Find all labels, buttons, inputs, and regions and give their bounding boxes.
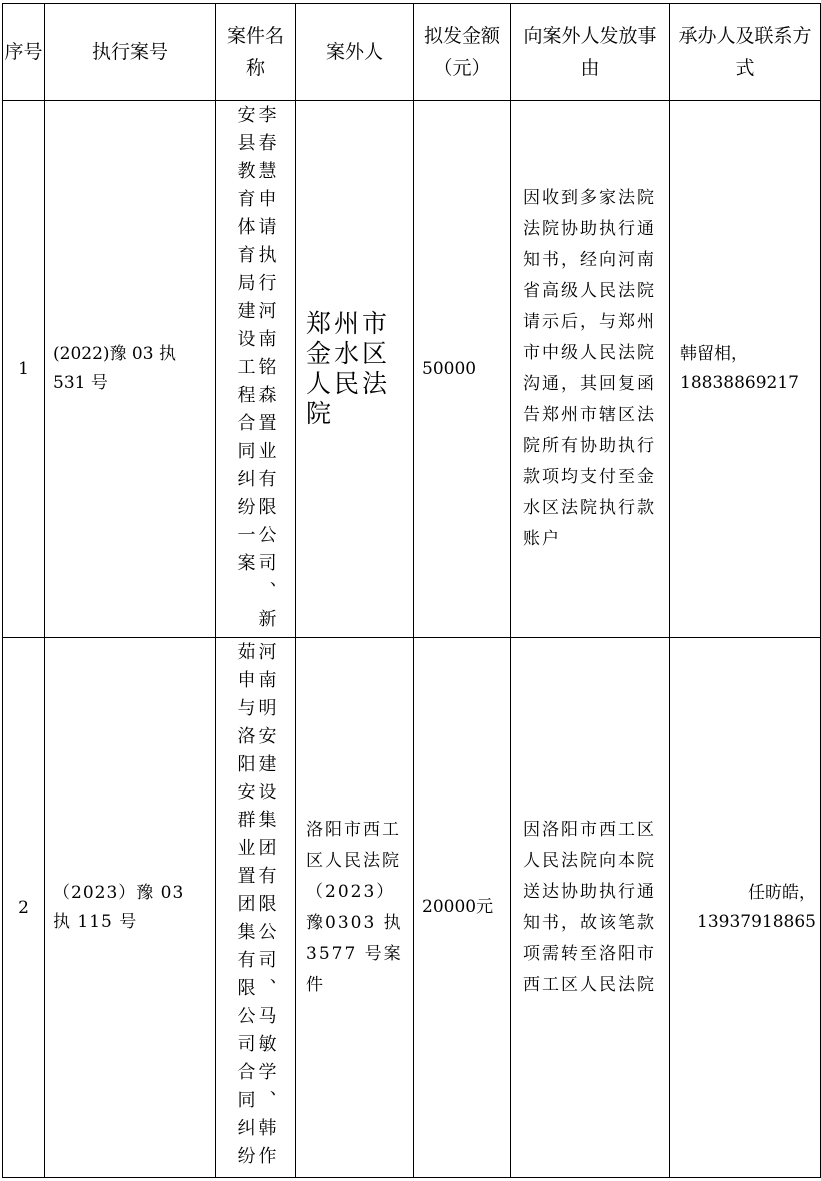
row-outsider: 郑州市金水区人民法院	[296, 101, 414, 638]
row-reason: 因洛阳市西工区人民法院向本院送达协助执行通知书，故该笔款项需转至洛阳市西工区人民法院	[511, 638, 670, 1178]
header-amount: 拟发金额（元）	[414, 4, 511, 101]
header-seq: 序号	[3, 4, 45, 101]
header-case-name: 案件名称	[216, 4, 296, 101]
row-case-name: 河南明安建设集团有限公司、马敏学、韩作茹申与洛阳安群业置团集有限公司合同纠纷	[234, 642, 277, 1174]
row-seq: 2	[3, 638, 45, 1178]
row-reason: 因收到多家法院法院协助执行通知书，经向河南省高级人民法院请示后，与郑州市中级人民法院沟通，其回复函告郑州市辖区法院所有协助执行款项均支付至金水区法院执行款账户	[511, 101, 670, 638]
header-row	[3, 4, 821, 101]
row-outsider: 洛阳市西工区人民法院（2023）豫0303 执 3577 号案件	[296, 638, 414, 1178]
header-case-no: 执行案号	[45, 4, 216, 101]
header-outsider: 案外人	[296, 4, 414, 101]
header-reason: 向案外人发放事由	[511, 4, 670, 101]
row-contact: 韩留相，18838869217	[670, 101, 821, 638]
row-case-name: 李春慧申请执行河南铭森置业有限公司、新安县教育体育局建设工程合同纠纷一案	[234, 105, 277, 637]
header-contact: 承办人及联系方式	[670, 4, 821, 101]
row-case-no: （2023）豫 03 执 115 号	[45, 638, 216, 1178]
row-case-no: (2022)豫 03 执 531 号	[45, 101, 216, 638]
disbursement-table	[2, 3, 821, 1178]
table-row	[3, 638, 821, 1178]
row-contact: 任昉皓，13937918865	[670, 638, 821, 1178]
row-seq: 1	[3, 101, 45, 638]
row-case-name-cell	[216, 101, 296, 638]
row-amount: 20000元	[414, 638, 511, 1178]
row-case-name-cell	[216, 638, 296, 1178]
table-row	[3, 101, 821, 638]
row-amount: 50000	[414, 101, 511, 638]
